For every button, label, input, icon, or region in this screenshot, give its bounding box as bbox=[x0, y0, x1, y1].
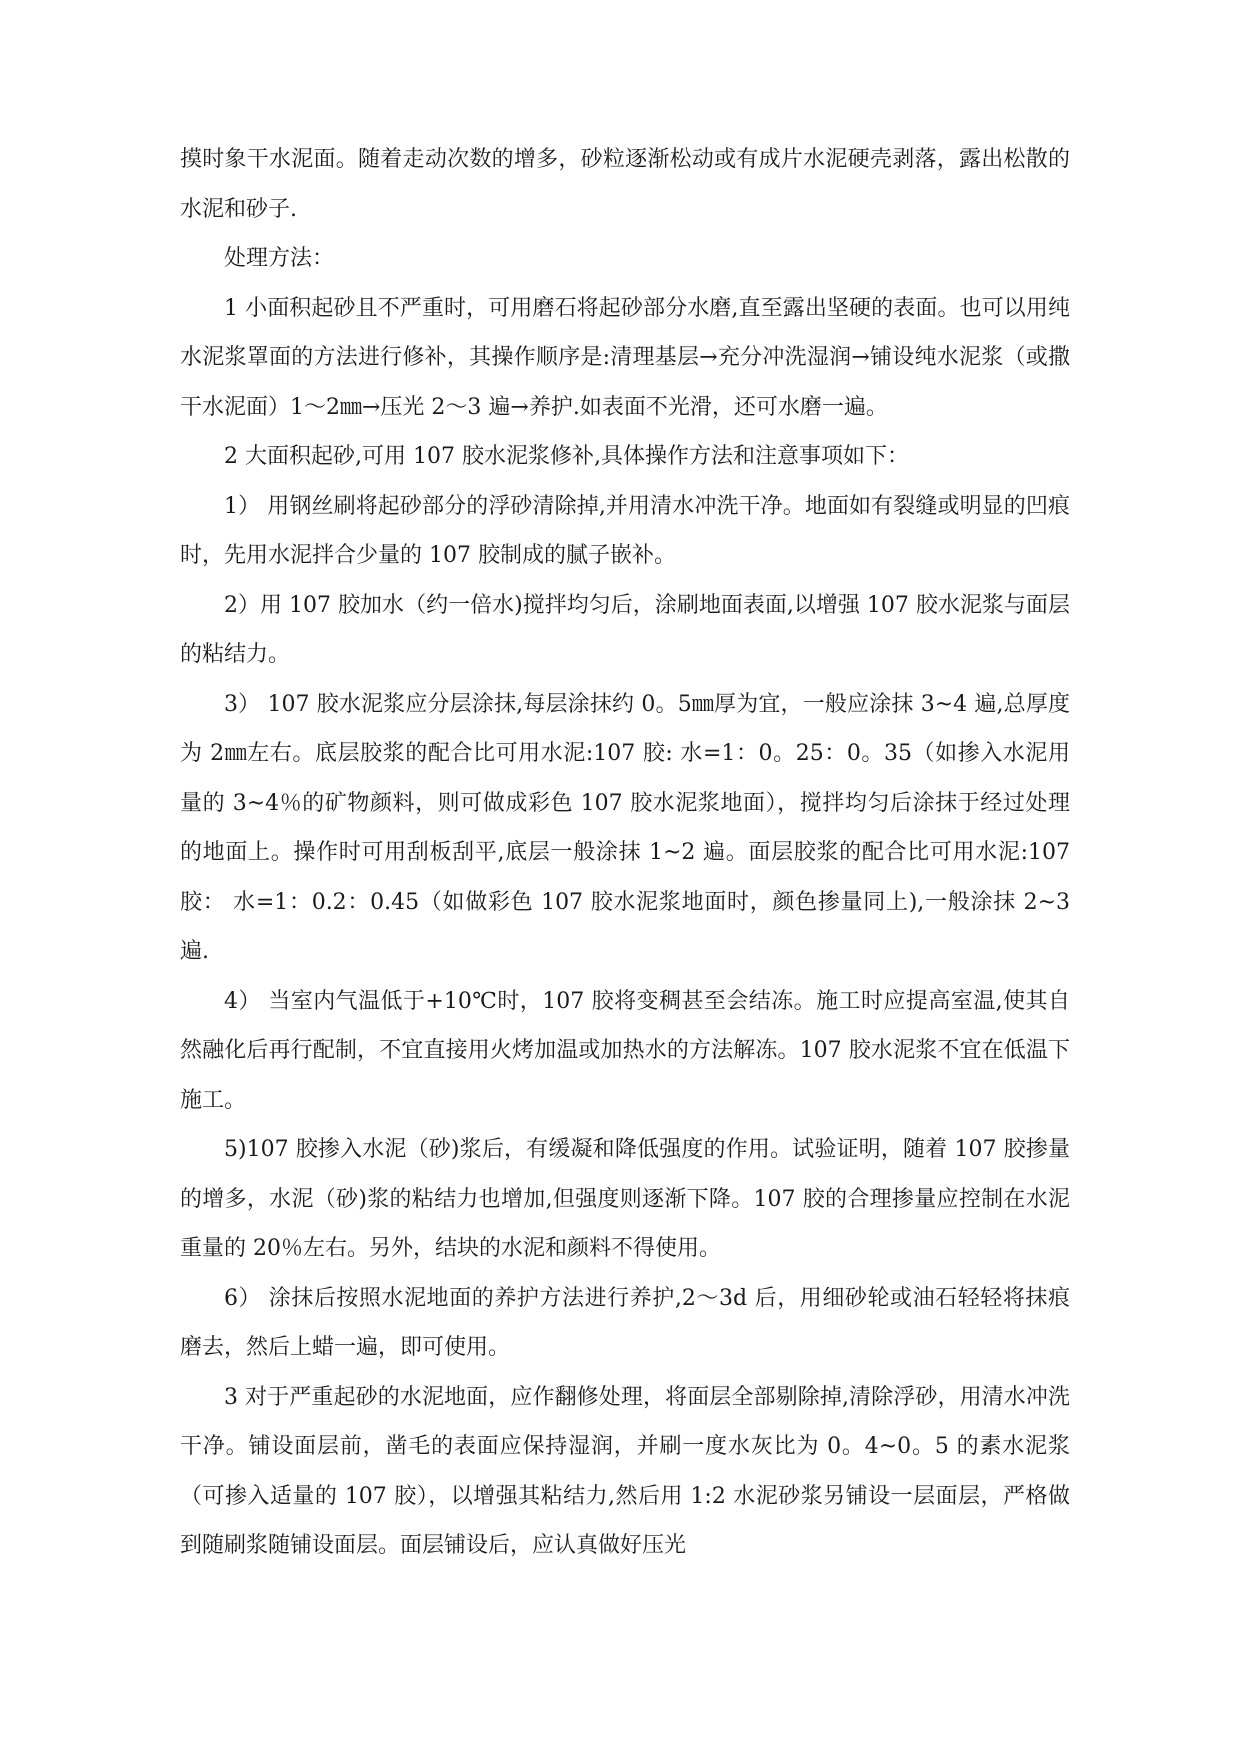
paragraph-subitem-3: 3） 107 胶水泥浆应分层涂抹,每层涂抹约 0。5㎜厚为宜，一般应涂抹 3~4 遍,总厚度为 2㎜左右。底层胶浆的配合比可用水泥:107 胶: 水=1：0。25：0。35（如掺入水泥用量的 3~4％的矿物颜料，则可做成彩色 107 胶水泥浆地面），搅拌均匀后涂抹于经过处理的地面上。操作时可用刮板刮平,底层一般涂抹 1~2 遍。面层胶浆的配合比可用水泥:107 胶： 水=1：0.2：0.45（如做彩色 107 胶水泥浆地面时，颜色掺量同上),一般涂抹 2~3 遍. bbox=[180, 691, 1070, 964]
paragraph-subitem-4: 4） 当室内气温低于+10℃时，107 胶将变稠甚至会结冻。施工时应提高室温,使其自然融化后再行配制，不宜直接用火烤加温或加热水的方法解冻。107 胶水泥浆不宜在低温下施工。 bbox=[180, 988, 1070, 1113]
paragraph-method-heading: 处理方法： bbox=[224, 246, 335, 271]
paragraph-item-1: 1 小面积起砂且不严重时，可用磨石将起砂部分水磨,直至露出坚硬的表面。也可以用纯水泥浆罩面的方法进行修补，其操作顺序是:清理基层→充分冲洗湿润→铺设纯水泥浆（或撒干水泥面）1～2㎜→压光 2～3 遍→养护.如表面不光滑，还可水磨一遍。 bbox=[180, 295, 1070, 420]
paragraph-subitem-1: 1） 用钢丝刷将起砂部分的浮砂清除掉,并用清水冲洗干净。地面如有裂缝或明显的凹痕时，先用水泥拌合少量的 107 胶制成的腻子嵌补。 bbox=[180, 493, 1070, 568]
paragraph-subitem-6: 6） 涂抹后按照水泥地面的养护方法进行养护,2～3d 后，用细砂轮或油石轻轻将抹痕磨去，然后上蜡一遍，即可使用。 bbox=[180, 1285, 1070, 1360]
paragraph-subitem-2: 2）用 107 胶加水（约一倍水)搅拌均匀后，涂刷地面表面,以增强 107 胶水泥浆与面层的粘结力。 bbox=[180, 592, 1070, 667]
paragraph-item-3: 3 对于严重起砂的水泥地面，应作翻修处理，将面层全部剔除掉,清除浮砂，用清水冲洗干净。铺设面层前，凿毛的表面应保持湿润，并刷一度水灰比为 0。4~0。5 的素水泥浆（可掺入适量的 107 胶），以增强其粘结力,然后用 1:2 水泥砂浆另铺设一层面层，严格做到随刷浆随铺设面层。面层铺设后，应认真做好压光 bbox=[180, 1384, 1070, 1558]
paragraph-item-2: 2 大面积起砂,可用 107 胶水泥浆修补,具体操作方法和注意事项如下： bbox=[224, 444, 909, 469]
body-text bbox=[180, 135, 1070, 1571]
paragraph-continuation: 摸时象干水泥面。随着走动次数的增多，砂粒逐渐松动或有成片水泥硬壳剥落，露出松散的水泥和砂子. bbox=[180, 147, 1070, 222]
paragraph-subitem-5: 5)107 胶掺入水泥（砂)浆后，有缓凝和降低强度的作用。试验证明，随着 107 胶掺量的增多，水泥（砂)浆的粘结力也增加,但强度则逐渐下降。107 胶的合理掺量应控制在水泥重量的 20％左右。另外，结块的水泥和颜料不得使用。 bbox=[180, 1137, 1070, 1261]
